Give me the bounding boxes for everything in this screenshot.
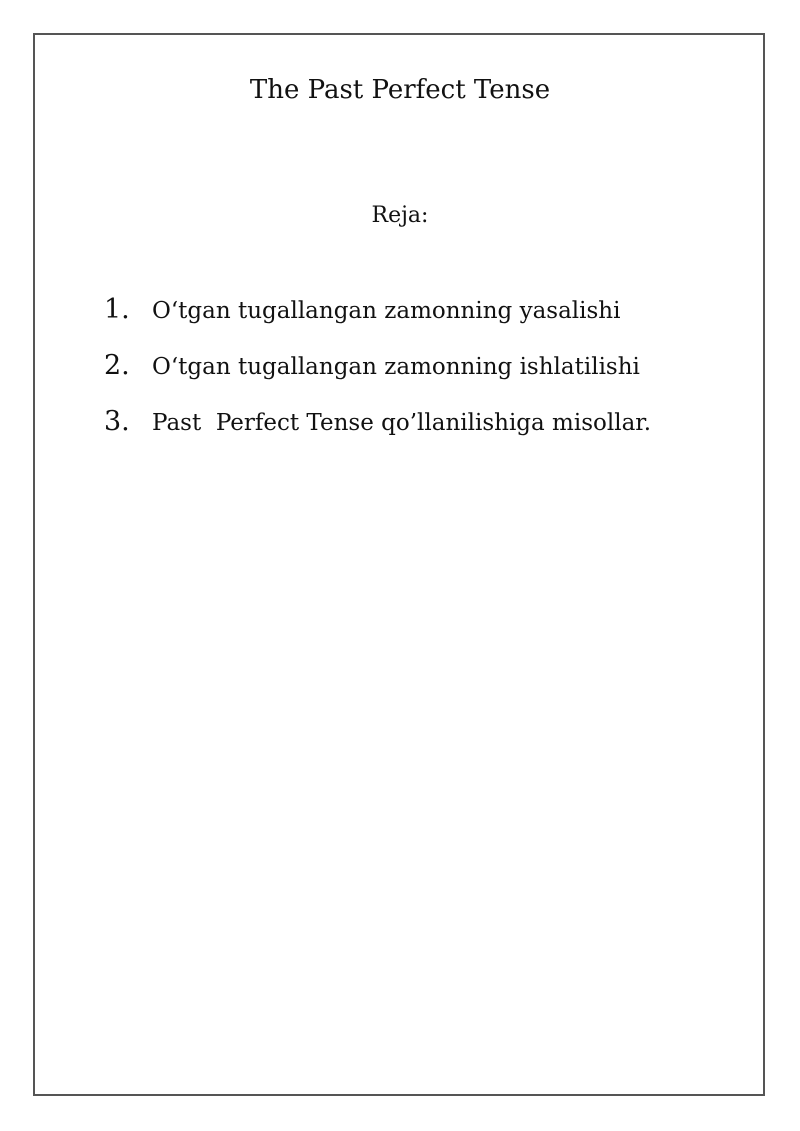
document-title: The Past Perfect Tense: [249, 75, 551, 105]
plan-item-text: O‘tgan tugallangan zamonning yasalishi: [152, 298, 621, 324]
plan-item-number: 2.: [104, 350, 130, 381]
plan-item-1: [104, 290, 744, 346]
plan-item-2: [104, 346, 744, 402]
plan-item-number: 1.: [104, 294, 130, 325]
plan-item-number: 3.: [104, 406, 130, 437]
plan-heading: Reja:: [371, 203, 429, 228]
page-border-frame: [33, 33, 765, 1096]
plan-item-3: [104, 402, 744, 458]
plan-item-text: O‘tgan tugallangan zamonning ishlatilishi: [152, 354, 640, 380]
plan-list: [104, 290, 744, 458]
plan-item-text: Past Perfect Tense qo’llanilishiga misollar.: [152, 410, 652, 436]
